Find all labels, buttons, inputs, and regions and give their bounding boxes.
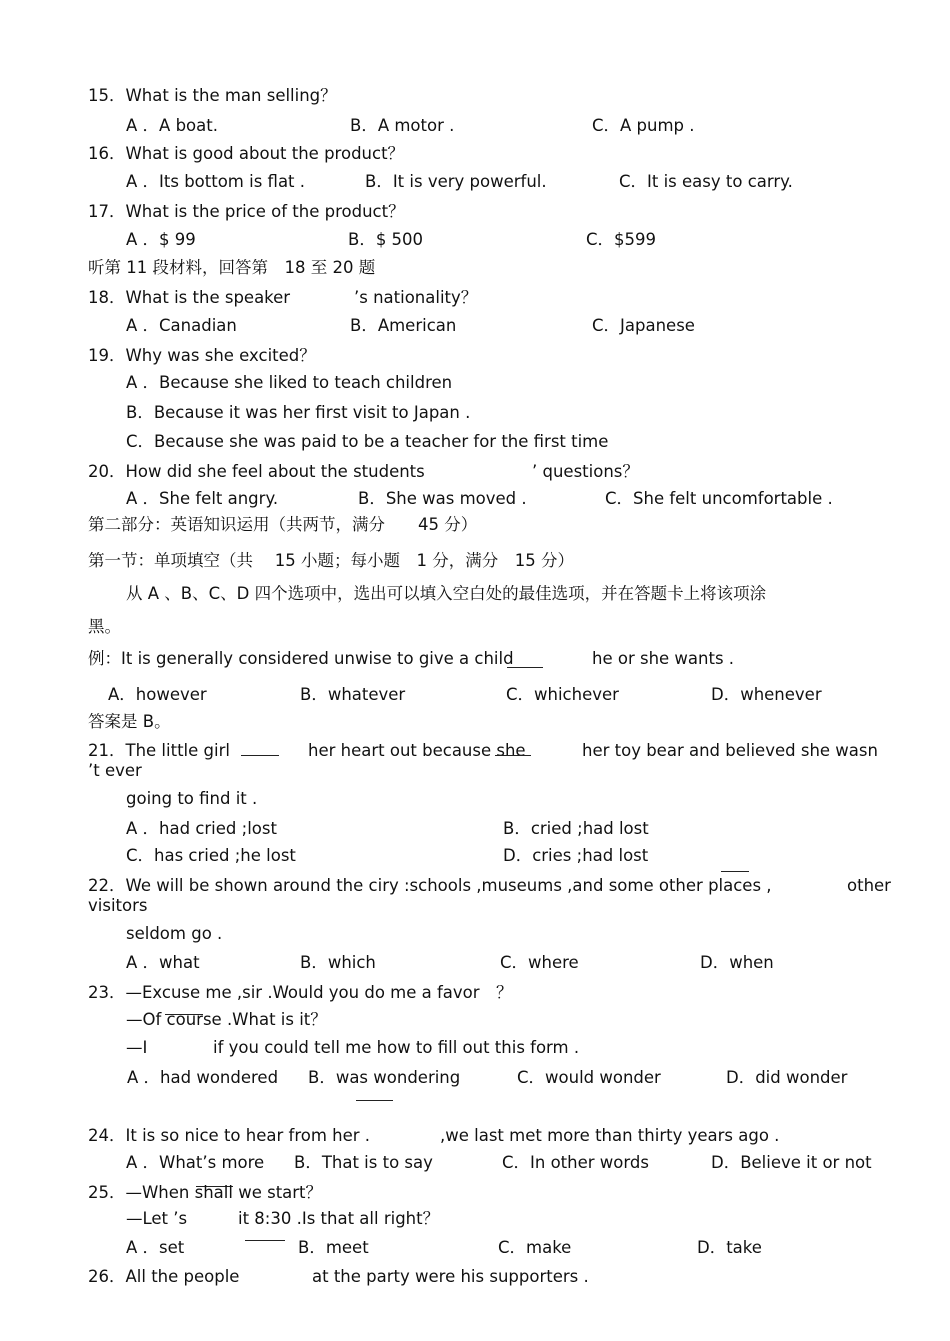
q18-stem-part1: 18．What is the speaker [88,288,291,307]
q21-stem-part2: her heart out because she [308,741,526,760]
q21-option-c: C．has cried ;he lost [126,846,296,865]
q22-stem-part3: visitors [88,896,148,915]
q17-option-c: C．$599 [586,230,657,249]
q16-option-c: C．It is easy to carry. [619,172,793,191]
q25-line-2-part2: it 8:30 .Is that all right？ [238,1209,440,1228]
q20-stem-part2: ’ questions？ [532,462,639,481]
q22-option-b: B．which [300,953,376,972]
example-option-c: C．whichever [506,685,619,704]
q20-option-b: B．She was moved . [358,489,527,508]
q22-blank [721,871,749,872]
example-stem-part1: 例：It is generally considered unwise to give a child [88,649,514,668]
q23-option-d: D．did wonder [726,1068,848,1087]
q21-blank-1 [241,755,279,756]
q24-option-b: B．That is to say [294,1153,433,1172]
instructions-line-1: 从 A 、B、C、D 四个选项中，选出可以填入空白处的最佳选项，并在答题卡上将该项涂 [126,584,767,603]
example-stem-part2: he or she wants . [592,649,735,668]
q16-stem: 16．What is good about the product？ [88,144,405,163]
example-option-b: B．whatever [300,685,406,704]
q25-option-b: B．meet [298,1238,369,1257]
q15-stem: 15．What is the man selling？ [88,86,337,105]
q17-option-b: B．$ 500 [348,230,424,249]
q24-option-a: A ．What’s more [126,1153,265,1172]
q19-option-c: C．Because she was paid to be a teacher for the first time [126,432,609,451]
q20-option-c: C．She felt uncomfortable . [605,489,833,508]
q22-stem-part2: other [847,876,891,895]
q24-blank [356,1100,393,1101]
q22-stem-part4: seldom go . [126,924,223,943]
q24-stem-part1: 24．It is so nice to hear from her . [88,1126,371,1145]
q22-option-d: D．when [700,953,774,972]
q19-option-a: A ．Because she liked to teach children [126,373,453,392]
q16-option-a: A ．Its bottom is flat . [126,172,306,191]
q16-option-b: B．It is very powerful. [365,172,547,191]
q25-option-a: A ．set [126,1238,185,1257]
q21-stem-part4: ’t ever [88,761,142,780]
q18-option-c: C．Japanese [592,316,695,335]
q21-stem-part1: 21．The little girl [88,741,230,760]
q26-stem-part1: 26．All the people [88,1267,240,1286]
q18-option-a: A ．Canadian [126,316,237,335]
section-11-heading: 听第 11 段材料，回答第 18 至 20 题 [88,258,376,277]
q23-line-1: 23．—Excuse me ,sir .Would you do me a favor ？ [88,983,513,1002]
part-2-heading: 第二部分：英语知识运用（共两节，满分 45 分） [88,515,478,534]
example-answer: 答案是 B。 [88,712,171,731]
part-2-section-1-heading: 第一节：单项填空（共 15 小题；每小题 1 分，满分 15 分） [88,551,574,570]
q20-option-a: A ．She felt angry. [126,489,279,508]
q15-option-c: C．A pump . [592,116,695,135]
q23-line-2: —Of course .What is it？ [126,1010,327,1029]
q23-line-3-part1: —I [126,1038,148,1057]
q17-option-a: A ．$ 99 [126,230,196,249]
q18-option-b: B．American [350,316,457,335]
q24-option-c: C．In other words [502,1153,649,1172]
example-option-d: D．whenever [711,685,822,704]
instructions-line-2: 黑。 [88,617,121,636]
q18-stem-part2: ’s nationality？ [354,288,478,307]
q24-option-d: D．Believe it or not [711,1153,872,1172]
q21-stem-part5: going to find it . [126,789,258,808]
q23-option-c: C．would wonder [517,1068,661,1087]
q17-stem: 17．What is the price of the product？ [88,202,405,221]
q23-line-3-part2: if you could tell me how to fill out this form . [213,1038,580,1057]
q23-option-a: A ．had wondered [127,1068,279,1087]
q21-option-a: A ．had cried ;lost [126,819,277,838]
example-option-a: A．however [108,685,207,704]
q22-option-a: A ．what [126,953,200,972]
q26-stem-part2: at the party were his supporters . [312,1267,589,1286]
q22-option-c: C．where [500,953,579,972]
q19-stem: 19．Why was she excited？ [88,346,316,365]
q21-stem-part3: her toy bear and believed she wasn [582,741,878,760]
q25-line-2-part1: —Let ’s [126,1209,188,1228]
q21-blank-2 [495,755,531,756]
q24-stem-part2: ,we last met more than thirty years ago . [440,1126,780,1145]
q19-option-b: B．Because it was her first visit to Japan . [126,403,471,422]
q26-blank [245,1240,285,1241]
q15-option-a: A ．A boat. [126,116,218,135]
q21-option-d: D．cries ;had lost [503,846,649,865]
q22-stem-part1: 22．We will be shown around the ciry :schools ,museums ,and some other places , [88,876,772,895]
q21-option-b: B．cried ;had lost [503,819,649,838]
q23-option-b: B．was wondering [308,1068,461,1087]
example-blank [507,667,543,668]
q15-option-b: B．A motor . [350,116,455,135]
q20-stem-part1: 20．How did she feel about the students [88,462,425,481]
q25-option-c: C．make [498,1238,572,1257]
q25-line-1: 25．—When shall we start？ [88,1183,323,1202]
q25-option-d: D．take [697,1238,762,1257]
